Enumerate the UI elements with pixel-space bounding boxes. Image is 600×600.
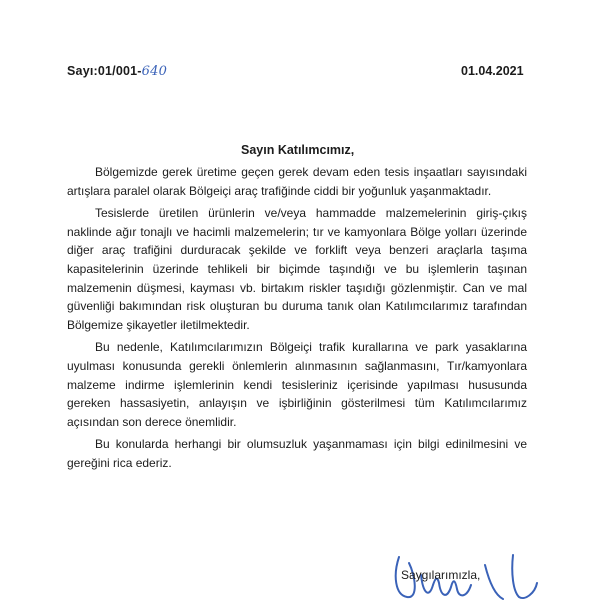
salutation: Sayın Katılımcımız, <box>241 143 355 157</box>
letter-date: 01.04.2021 <box>461 64 524 78</box>
paragraph: Bölgemizde gerek üretime geçen gerek devam eden tesis inşaatları sayısındaki artışlara paralel olarak Bölgeiçi araç trafiğinde ciddi bir yoğunluk yaşanmaktadır. <box>67 165 527 198</box>
reference-number <box>67 64 167 79</box>
letter-body <box>67 163 527 477</box>
reference-printed: Sayı:01/001- <box>67 64 142 78</box>
closing: Saygılarımızla, <box>401 568 481 582</box>
reference-handwritten: 640 <box>141 64 168 79</box>
paragraph: Bu nedenle, Katılımcılarımızın Bölgeiçi trafik kurallarına ve park yasaklarına uyulması konusunda gerekli önlemlerin alınmasının sağlanmasını, Tır/kamyonlara malzeme indirme işlemlerinin kendi tesisleriniz içerisinde yapılması hususunda gereken hassasiyetin, anlayışın ve işbirliğinin gösterilmesi tüm Katılımcılarımız açısından son derece önemlidir. <box>67 340 527 429</box>
paragraph: Tesislerde üretilen ürünlerin ve/veya hammadde malzemelerinin giriş-çıkış naklinde ağır tonajlı ve hacimli malzemelerin; tır ve kamyonlara Bölge yolları üzerinde diğer araç trafiğini durduracak şekilde ve forklift veya benzeri araçlarla taşıma kapasitelerinin üzerinde tehlikeli bir biçimde taşındığı ve bu işlemlerin taşınan malzemenin düşmesi, kayması vb. birtakım riskler taşıdığı gözlenmiştir. Can ve mal güvenliği bakımından risk oluşturan bu duruma tanık olan Katılımcılarımız tarafından Bölgemize şikayetler iletilmektedir. <box>67 206 527 332</box>
paragraph: Bu konularda herhangi bir olumsuzluk yaşanmaması için bilgi edinilmesini ve gereğini rica ederiz. <box>67 437 527 470</box>
